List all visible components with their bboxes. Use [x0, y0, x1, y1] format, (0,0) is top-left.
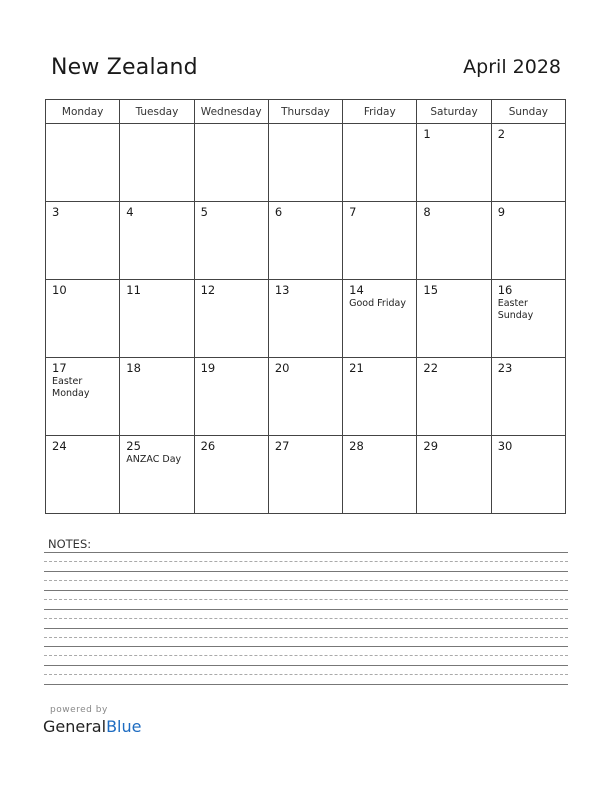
week-row — [46, 436, 566, 514]
holiday-label: Good Friday — [349, 298, 406, 309]
country-title: New Zealand — [51, 55, 198, 80]
day-cell — [491, 202, 565, 280]
week-row — [46, 124, 566, 202]
day-number: 28 — [349, 439, 364, 453]
notes-line — [44, 628, 568, 629]
holiday-label: Easter Sunday — [497, 298, 534, 321]
notes-line — [44, 609, 568, 610]
day-cell — [46, 358, 120, 436]
day-number: 18 — [126, 361, 141, 375]
day-number: 25 — [126, 439, 141, 453]
notes-guide-line — [44, 655, 568, 656]
day-cell — [46, 436, 120, 514]
day-cell — [194, 202, 268, 280]
day-number: 1 — [423, 127, 431, 141]
day-number: 22 — [423, 361, 439, 375]
day-cell — [194, 358, 268, 436]
day-number: 13 — [274, 283, 290, 297]
week-row — [46, 280, 566, 358]
generalblue-logo — [43, 717, 141, 736]
day-cell — [120, 202, 194, 280]
notes-line — [44, 646, 568, 647]
day-cell — [491, 436, 565, 514]
notes-line — [44, 684, 568, 685]
day-number: 5 — [200, 205, 208, 219]
day-cell — [120, 124, 194, 202]
day-number: 19 — [200, 361, 216, 375]
week-row — [46, 202, 566, 280]
notes-guide-line — [44, 637, 568, 638]
day-cell — [46, 280, 120, 358]
weekday-friday: Friday — [343, 100, 417, 124]
day-number: 27 — [274, 439, 290, 453]
holiday-label: ANZAC Day — [126, 454, 182, 465]
day-number: 21 — [349, 361, 364, 375]
day-cell — [417, 124, 491, 202]
day-number: 8 — [423, 205, 431, 219]
day-cell — [120, 280, 194, 358]
day-cell — [268, 280, 342, 358]
day-number: 26 — [200, 439, 216, 453]
weekday-header-row — [46, 100, 566, 124]
day-number: 6 — [274, 205, 283, 219]
notes-line — [44, 552, 568, 553]
day-number: 24 — [52, 439, 67, 453]
day-cell — [417, 202, 491, 280]
day-cell — [268, 124, 342, 202]
weekday-thursday: Thursday — [268, 100, 342, 124]
day-cell — [343, 280, 417, 358]
day-cell — [491, 358, 565, 436]
brand-general: General — [43, 717, 107, 736]
day-cell — [194, 436, 268, 514]
week-row — [46, 358, 566, 436]
day-cell — [343, 124, 417, 202]
day-cell — [268, 358, 342, 436]
holiday-label: Easter Monday — [52, 376, 90, 399]
weekday-wednesday: Wednesday — [194, 100, 268, 124]
brand-blue: Blue — [106, 717, 142, 736]
day-number: 11 — [126, 283, 141, 297]
day-number: 3 — [52, 205, 60, 219]
day-cell — [491, 280, 565, 358]
day-number: 20 — [274, 361, 290, 375]
day-number: 14 — [349, 283, 364, 297]
day-number: 10 — [52, 283, 67, 297]
notes-guide-line — [44, 561, 568, 562]
day-cell — [491, 124, 565, 202]
notes-line — [44, 571, 568, 572]
weekday-sunday: Sunday — [491, 100, 565, 124]
powered-by-text: powered by — [50, 705, 108, 715]
day-number: 7 — [349, 205, 357, 219]
weekday-monday: Monday — [46, 100, 120, 124]
day-cell — [417, 280, 491, 358]
notes-guide-line — [44, 599, 568, 600]
day-number: 9 — [497, 205, 506, 219]
day-number: 15 — [423, 283, 439, 297]
day-cell — [417, 358, 491, 436]
day-cell — [194, 280, 268, 358]
notes-guide-line — [44, 580, 568, 581]
day-number: 30 — [497, 439, 513, 453]
day-cell — [46, 124, 120, 202]
month-year-title: April 2028 — [463, 56, 561, 78]
day-number: 12 — [200, 283, 216, 297]
day-cell — [343, 202, 417, 280]
weekday-tuesday: Tuesday — [120, 100, 194, 124]
calendar-grid — [45, 99, 566, 514]
day-cell — [46, 202, 120, 280]
day-cell — [343, 358, 417, 436]
notes-line — [44, 590, 568, 591]
notes-guide-line — [44, 618, 568, 619]
notes-guide-line — [44, 674, 568, 675]
notes-line — [44, 665, 568, 666]
day-number: 17 — [52, 361, 67, 375]
day-number: 29 — [423, 439, 439, 453]
day-cell — [194, 124, 268, 202]
day-cell — [120, 358, 194, 436]
day-cell — [268, 436, 342, 514]
weekday-saturday: Saturday — [417, 100, 491, 124]
day-cell — [120, 436, 194, 514]
day-number: 16 — [497, 283, 513, 297]
day-number: 2 — [497, 127, 506, 141]
day-number: 4 — [126, 205, 134, 219]
day-cell — [343, 436, 417, 514]
day-cell — [268, 202, 342, 280]
day-cell — [417, 436, 491, 514]
notes-label: NOTES: — [48, 537, 92, 551]
day-number: 23 — [497, 361, 513, 375]
